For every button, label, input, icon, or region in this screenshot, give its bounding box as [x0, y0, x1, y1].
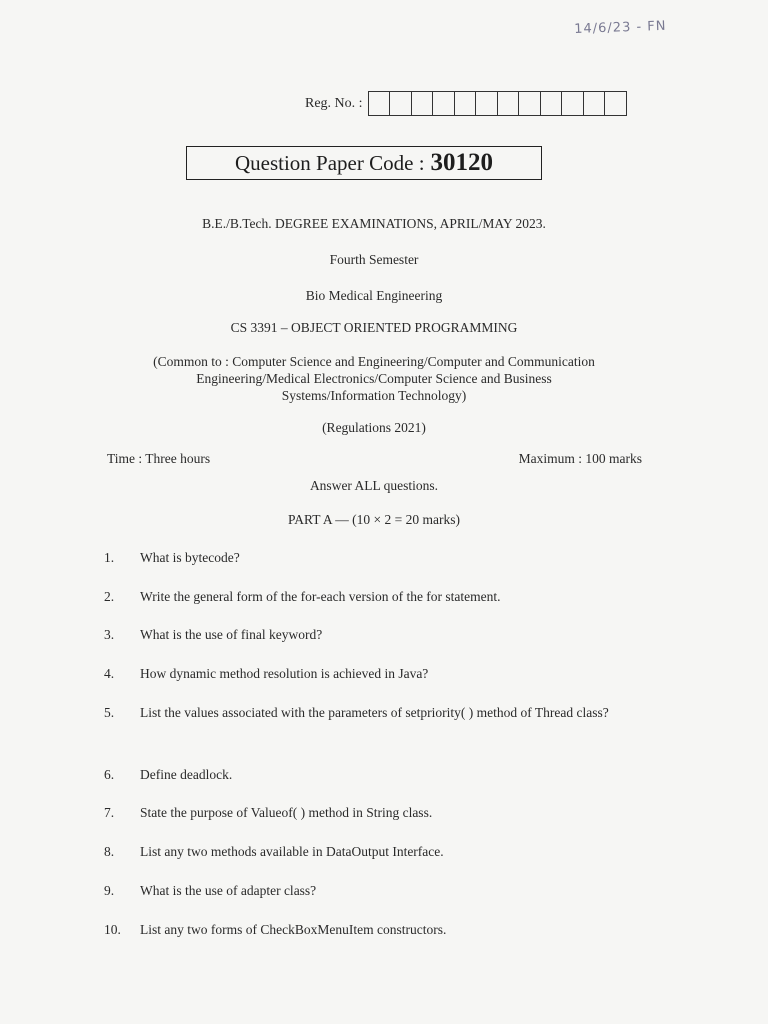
course-title: CS 3391 – OBJECT ORIENTED PROGRAMMING	[230, 320, 518, 335]
question-text: List any two methods available in DataOutput Interface.	[140, 844, 444, 859]
question-number: 5.	[104, 705, 115, 720]
question-paper-code-box	[186, 146, 542, 180]
common-to-line: Engineering/Medical Electronics/Computer Science and Business	[196, 371, 552, 386]
exam-duration: Time : Three hours	[107, 451, 211, 466]
question-item	[104, 586, 644, 608]
question-number: 6.	[104, 767, 115, 782]
question-item	[104, 802, 644, 824]
question-text: How dynamic method resolution is achieved in Java?	[140, 666, 429, 681]
question-paper-code-number: 30120	[430, 149, 494, 176]
reg-no-digit-box	[519, 92, 541, 115]
question-number: 9.	[104, 883, 115, 898]
question-item	[104, 702, 644, 724]
reg-no-digit-box	[476, 92, 498, 115]
common-to-line: (Common to : Computer Science and Engineering/Computer and Communication	[153, 354, 595, 369]
question-number: 1.	[104, 550, 115, 565]
question-text: What is bytecode?	[140, 550, 240, 565]
question-item	[104, 841, 644, 863]
question-number: 3.	[104, 627, 115, 642]
reg-no-digit-box	[584, 92, 606, 115]
reg-no-digit-box	[455, 92, 477, 115]
question-text: List any two forms of CheckBoxMenuItem constructors.	[140, 922, 447, 937]
reg-no-digit-box	[562, 92, 584, 115]
exam-title: B.E./B.Tech. DEGREE EXAMINATIONS, APRIL/MAY 2023.	[202, 216, 546, 231]
question-text: What is the use of final keyword?	[140, 627, 323, 642]
question-item	[104, 764, 644, 786]
reg-no-digit-box	[412, 92, 434, 115]
reg-no-digit-box	[605, 92, 627, 115]
reg-no-digit-box	[433, 92, 455, 115]
question-paper-code-label: Question Paper Code :	[234, 150, 425, 175]
reg-no-digit-box	[390, 92, 412, 115]
part-a-heading: PART A — (10 × 2 = 20 marks)	[288, 512, 460, 527]
reg-no-digit-box	[369, 92, 391, 115]
semester: Fourth Semester	[329, 252, 419, 267]
reg-no-digit-box	[541, 92, 563, 115]
question-text: Define deadlock.	[140, 767, 233, 782]
maximum-marks: Maximum : 100 marks	[518, 451, 642, 466]
branch: Bio Medical Engineering	[305, 288, 443, 303]
question-item	[104, 547, 644, 569]
regulations: (Regulations 2021)	[322, 420, 426, 435]
question-number: 2.	[104, 589, 115, 604]
question-item	[104, 624, 644, 646]
common-to-note	[100, 353, 648, 404]
question-number: 7.	[104, 805, 115, 820]
question-item	[104, 663, 644, 685]
question-text: What is the use of adapter class?	[140, 883, 317, 898]
reg-no-field	[305, 91, 627, 116]
question-text: Write the general form of the for-each version of the for statement.	[140, 589, 501, 604]
question-item	[104, 919, 644, 941]
question-text: List the values associated with the parameters of setpriority( ) method of Thread class?	[140, 705, 609, 720]
handwritten-date-note: 14/6/23 - FN	[574, 18, 667, 37]
reg-no-boxes	[368, 91, 627, 116]
common-to-line: Systems/Information Technology)	[281, 388, 467, 403]
question-item	[104, 880, 644, 902]
question-number: 10.	[104, 922, 121, 937]
instruction: Answer ALL questions.	[309, 478, 439, 493]
reg-no-digit-box	[498, 92, 520, 115]
question-text: State the purpose of Valueof( ) method in String class.	[140, 805, 433, 820]
reg-no-label: Reg. No. :	[305, 95, 363, 111]
question-number: 8.	[104, 844, 115, 859]
question-number: 4.	[104, 666, 115, 681]
